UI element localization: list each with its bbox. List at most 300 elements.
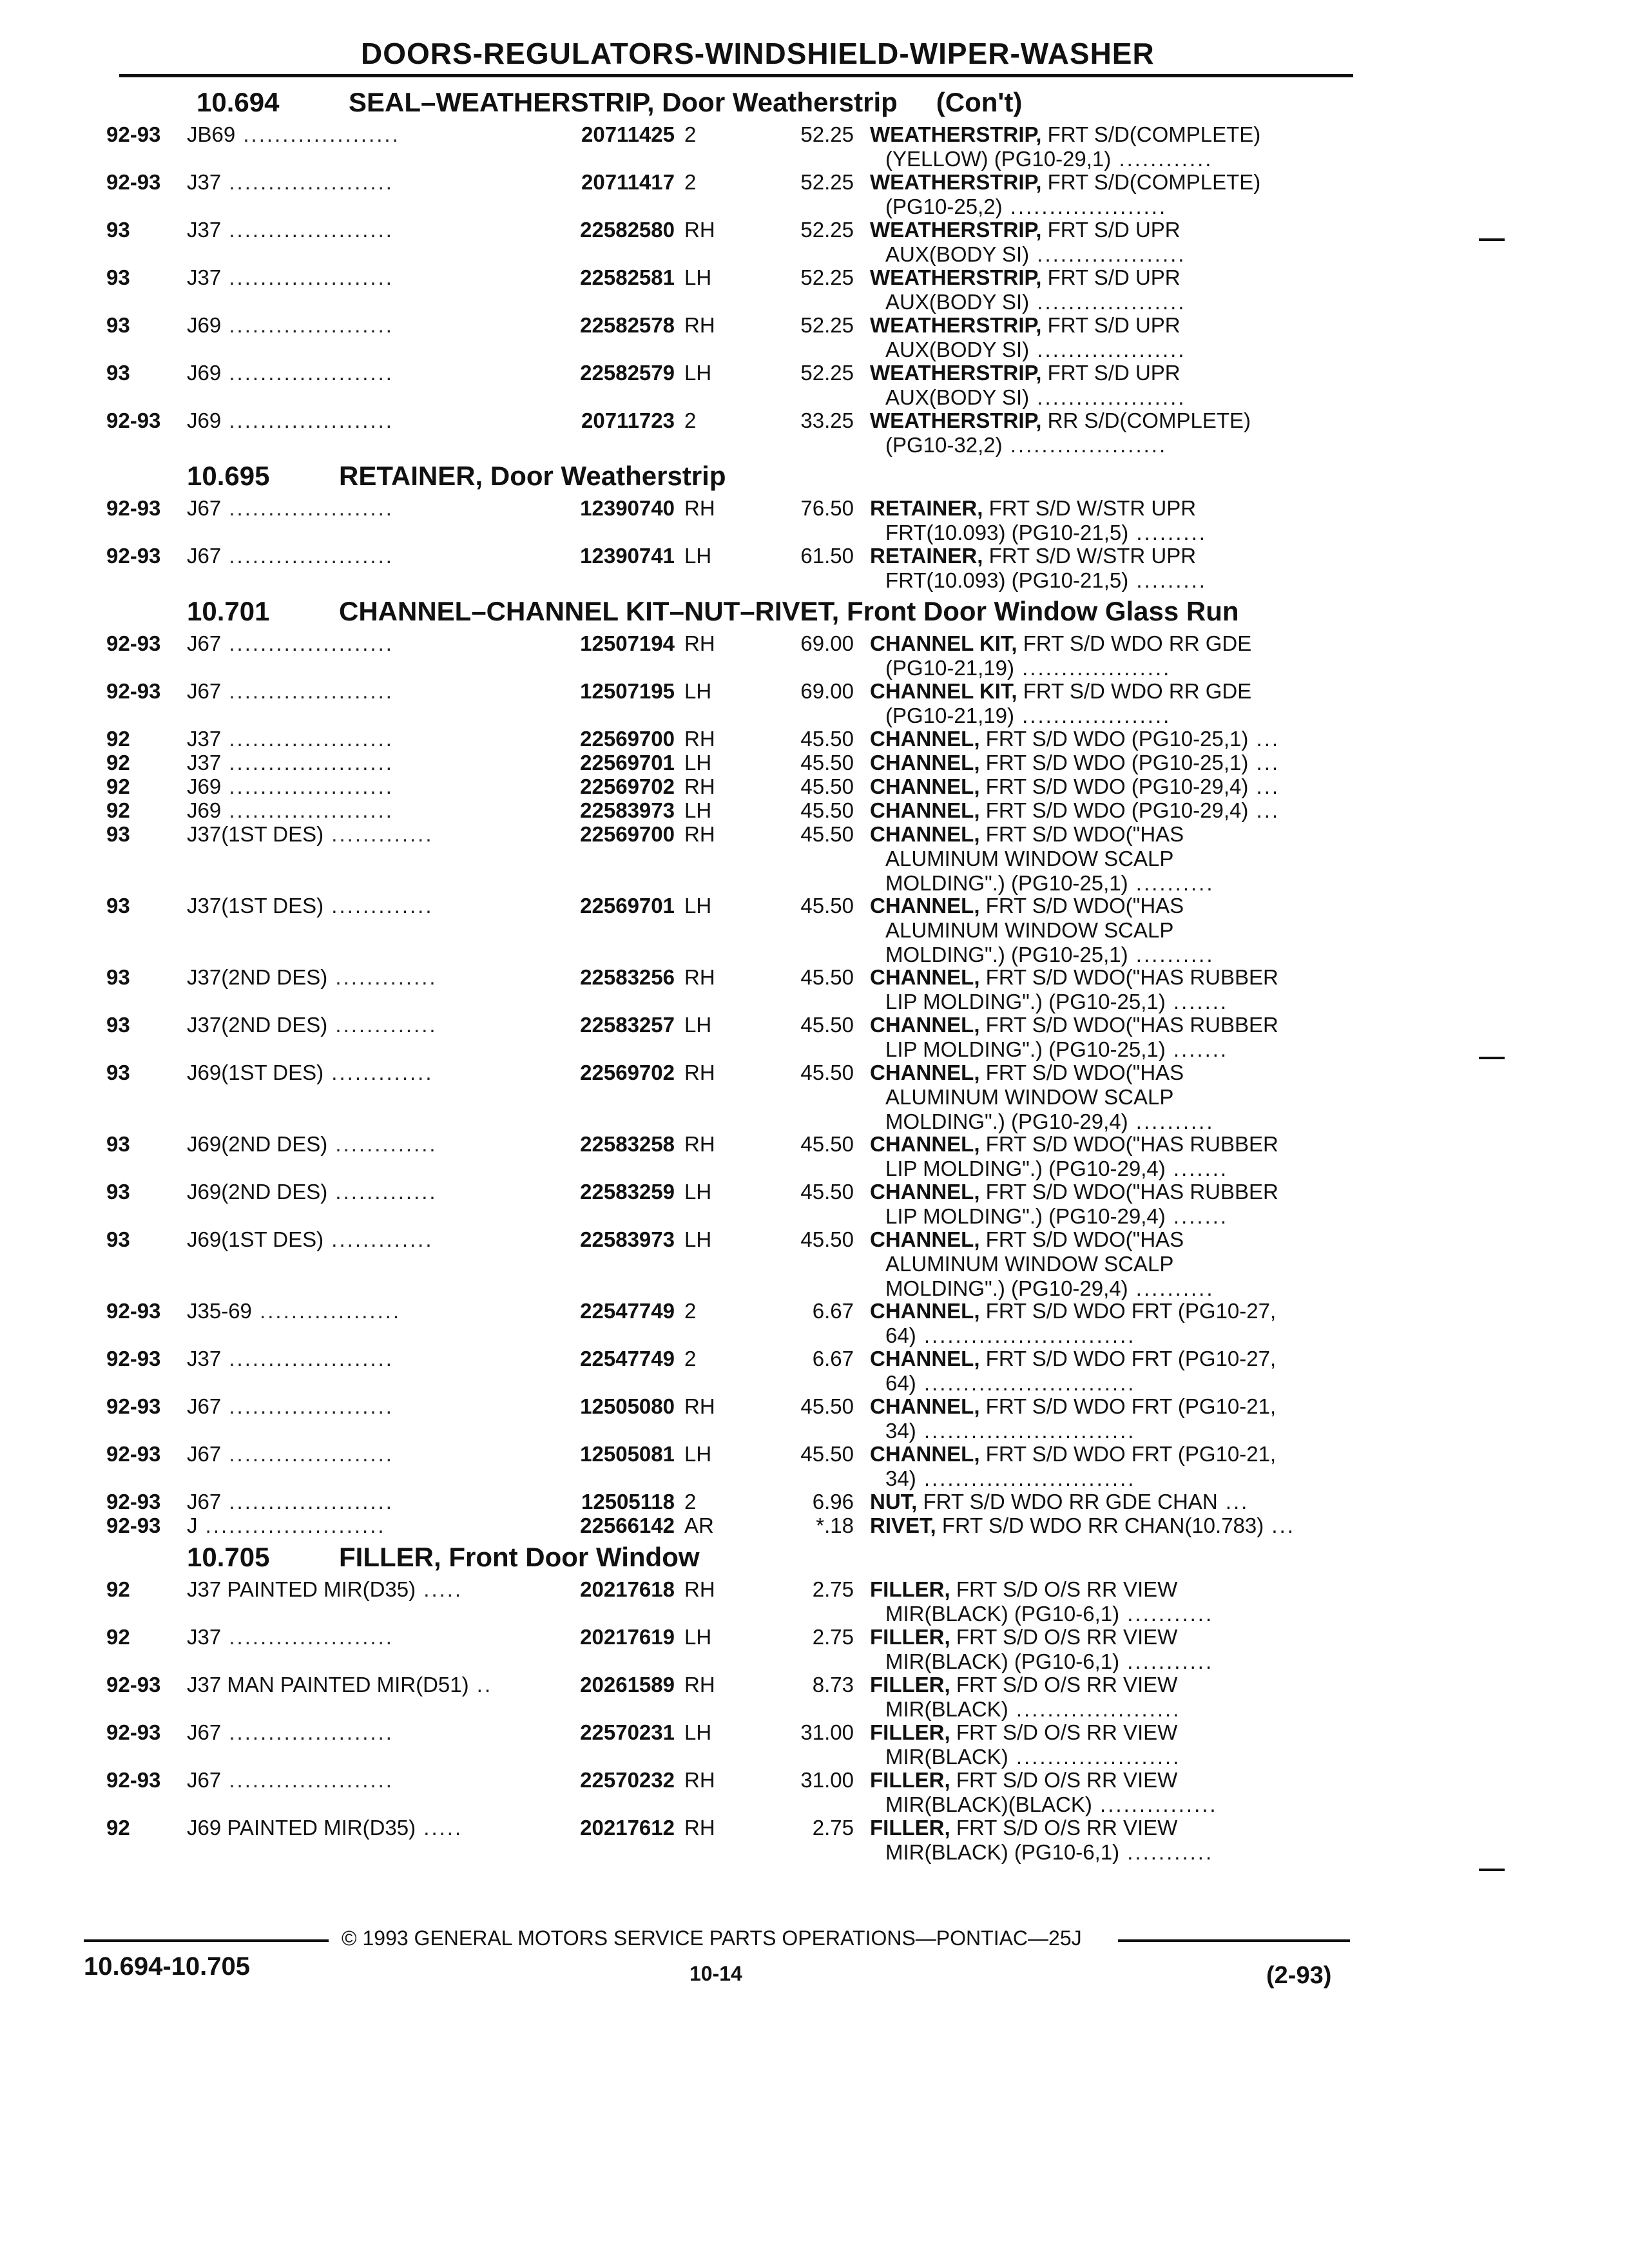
price: 52.25 bbox=[800, 218, 854, 242]
model-year: 93 bbox=[106, 894, 130, 918]
margin-tick bbox=[1479, 238, 1505, 241]
quantity: 2 bbox=[684, 1490, 697, 1514]
model-code-text: J69 bbox=[187, 798, 222, 822]
model-code bbox=[187, 751, 394, 775]
model-year: 93 bbox=[106, 965, 130, 989]
price: 45.50 bbox=[800, 822, 854, 846]
model-year: 92 bbox=[106, 1816, 130, 1840]
quantity: RH bbox=[684, 1132, 715, 1156]
description bbox=[870, 1061, 1215, 1134]
price: 45.50 bbox=[800, 1013, 854, 1037]
description-text: FRT S/D(COMPLETE) bbox=[1041, 122, 1261, 146]
dot-leader: ........................... bbox=[916, 1323, 1136, 1347]
description-noun: FILLER, bbox=[870, 1577, 950, 1601]
model-code-text: J67 bbox=[187, 544, 222, 568]
description-text: FRT S/D WDO("HAS bbox=[979, 894, 1184, 918]
dot-leader: ................... bbox=[1014, 704, 1171, 727]
description-text: FRT S/D WDO (PG10-29,4) bbox=[979, 774, 1249, 798]
model-year: 93 bbox=[106, 1013, 130, 1037]
dot-leader: ........................... bbox=[916, 1371, 1136, 1395]
description-noun: CHANNEL, bbox=[870, 774, 980, 798]
part-number: 12505081 bbox=[580, 1442, 675, 1466]
description bbox=[870, 265, 1186, 314]
description-noun: CHANNEL, bbox=[870, 1299, 980, 1323]
dot-leader: .......... bbox=[1128, 943, 1215, 966]
dot-leader: ....... bbox=[1165, 990, 1229, 1014]
model-code-text: J37 bbox=[187, 1625, 222, 1649]
model-year: 92-93 bbox=[106, 170, 161, 194]
description-noun: CHANNEL, bbox=[870, 751, 980, 774]
dot-leader: ..................... bbox=[221, 1625, 394, 1649]
description-continuation: FRT(10.093) (PG10-21,5) bbox=[885, 521, 1129, 544]
model-code bbox=[187, 1768, 394, 1792]
description bbox=[870, 1673, 1181, 1722]
section-title: CHANNEL–CHANNEL KIT–NUT–RIVET, Front Door Window Glass Run bbox=[339, 596, 1239, 626]
price: 31.00 bbox=[800, 1768, 854, 1792]
description-continuation: LIP MOLDING".) (PG10-25,1) bbox=[885, 1037, 1166, 1061]
description bbox=[870, 170, 1260, 219]
description bbox=[870, 774, 1280, 799]
dot-leader: ... bbox=[1248, 727, 1280, 751]
price: 69.00 bbox=[800, 631, 854, 655]
model-code bbox=[187, 1227, 434, 1252]
description-continuation: MOLDING".) (PG10-25,1) bbox=[885, 943, 1128, 966]
section-number: 10.695 bbox=[187, 461, 270, 491]
description-noun: CHANNEL, bbox=[870, 1180, 980, 1204]
dot-leader: ..................... bbox=[221, 679, 394, 703]
model-code bbox=[187, 170, 394, 195]
model-year: 92 bbox=[106, 727, 130, 751]
quantity: RH bbox=[684, 218, 715, 242]
description-noun: CHANNEL, bbox=[870, 1132, 980, 1156]
dot-leader: ........... bbox=[1119, 1649, 1214, 1673]
description-continuation: 64) bbox=[885, 1371, 916, 1395]
dot-leader: .................... bbox=[1002, 433, 1168, 457]
quantity: RH bbox=[684, 727, 715, 751]
model-code-text: J69 PAINTED MIR(D35) bbox=[187, 1816, 416, 1840]
description-continuation: ALUMINUM WINDOW SCALP bbox=[885, 847, 1174, 870]
dot-leader: ............. bbox=[327, 1180, 438, 1204]
dot-leader: ............ bbox=[1111, 147, 1213, 171]
description-continuation: MIR(BLACK) (PG10-6,1) bbox=[885, 1602, 1120, 1626]
model-code bbox=[187, 1625, 394, 1649]
quantity: RH bbox=[684, 965, 715, 989]
description-noun: WEATHERSTRIP, bbox=[870, 361, 1042, 385]
quantity: RH bbox=[684, 496, 715, 520]
part-number: 22547749 bbox=[580, 1299, 675, 1323]
description-text: FRT S/D WDO("HAS bbox=[979, 822, 1184, 846]
model-code-text: J bbox=[187, 1514, 198, 1537]
model-code-text: J37 bbox=[187, 170, 222, 194]
model-year: 92 bbox=[106, 1625, 130, 1649]
model-year: 92-93 bbox=[106, 496, 161, 520]
quantity: LH bbox=[684, 751, 712, 774]
price: 45.50 bbox=[800, 894, 854, 918]
description bbox=[870, 1347, 1276, 1396]
part-number: 22569701 bbox=[580, 751, 675, 774]
dot-leader: ..................... bbox=[221, 631, 394, 655]
part-number: 22569701 bbox=[580, 894, 675, 918]
model-code-text: J37 MAN PAINTED MIR(D51) bbox=[187, 1673, 469, 1696]
model-year: 93 bbox=[106, 822, 130, 846]
description bbox=[870, 408, 1251, 457]
dot-leader: ....................... bbox=[197, 1514, 386, 1537]
description-continuation: (PG10-25,2) bbox=[885, 195, 1003, 218]
description-text: FRT S/D WDO FRT (PG10-21, bbox=[979, 1442, 1277, 1466]
description-noun: RETAINER, bbox=[870, 544, 983, 568]
description-text: FRT S/D WDO("HAS RUBBER bbox=[979, 1013, 1278, 1037]
section-number: 10.701 bbox=[187, 596, 270, 626]
dot-leader: ... bbox=[1248, 798, 1280, 822]
model-year: 92-93 bbox=[106, 1768, 161, 1792]
model-year: 92-93 bbox=[106, 544, 161, 568]
dot-leader: ..... bbox=[416, 1577, 463, 1601]
part-number: 20217619 bbox=[580, 1625, 675, 1649]
description-text: FRT S/D WDO FRT (PG10-21, bbox=[979, 1394, 1277, 1418]
dot-leader: ....... bbox=[1165, 1204, 1229, 1228]
part-number: 20261589 bbox=[580, 1673, 675, 1696]
description-text: FRT S/D O/S RR VIEW bbox=[950, 1720, 1178, 1744]
model-year: 93 bbox=[106, 313, 130, 337]
model-code bbox=[187, 1442, 394, 1466]
dot-leader: .................. bbox=[251, 1299, 401, 1323]
description-text: FRT S/D WDO("HAS RUBBER bbox=[979, 965, 1278, 989]
model-year: 92-93 bbox=[106, 1442, 161, 1466]
model-code bbox=[187, 798, 394, 823]
model-year: 92-93 bbox=[106, 1514, 161, 1537]
dot-leader: ..................... bbox=[221, 798, 394, 822]
quantity: RH bbox=[684, 822, 715, 846]
model-code bbox=[187, 122, 400, 147]
dot-leader: ............. bbox=[323, 1061, 434, 1084]
model-code-text: J67 bbox=[187, 679, 222, 703]
model-code-text: J69(2ND DES) bbox=[187, 1132, 328, 1156]
model-code bbox=[187, 679, 394, 704]
description-noun: CHANNEL, bbox=[870, 965, 980, 989]
description bbox=[870, 727, 1280, 751]
dot-leader: ................... bbox=[1029, 338, 1186, 361]
model-code bbox=[187, 1132, 438, 1157]
quantity: LH bbox=[684, 1442, 712, 1466]
dot-leader: .. bbox=[468, 1673, 493, 1696]
description bbox=[870, 1816, 1213, 1865]
dot-leader: ............. bbox=[323, 1227, 434, 1251]
description bbox=[870, 218, 1186, 267]
model-year: 92-93 bbox=[106, 1490, 161, 1514]
dot-leader: ......... bbox=[1128, 568, 1207, 592]
dot-leader: ..................... bbox=[221, 408, 394, 432]
price: 8.73 bbox=[812, 1673, 854, 1696]
dot-leader: ........... bbox=[1119, 1602, 1214, 1626]
description-text: FRT S/D W/STR UPR bbox=[983, 544, 1197, 568]
model-year: 92-93 bbox=[106, 679, 161, 703]
part-number: 22583973 bbox=[580, 1227, 675, 1251]
description-text: FRT S/D O/S RR VIEW bbox=[950, 1625, 1178, 1649]
part-number: 22582581 bbox=[580, 265, 675, 289]
description-noun: RETAINER, bbox=[870, 496, 983, 520]
model-code bbox=[187, 1061, 434, 1085]
model-code bbox=[187, 1577, 463, 1602]
section-header bbox=[187, 1540, 738, 1575]
model-code-text: J69 bbox=[187, 408, 222, 432]
dot-leader: ........... bbox=[1119, 1840, 1214, 1864]
dot-leader: ..................... bbox=[221, 544, 394, 568]
model-code bbox=[187, 408, 394, 433]
description bbox=[870, 1514, 1295, 1538]
price: 33.25 bbox=[800, 408, 854, 432]
price: 45.50 bbox=[800, 1227, 854, 1251]
quantity: RH bbox=[684, 1816, 715, 1840]
description-noun: WEATHERSTRIP, bbox=[870, 170, 1042, 194]
page-title: DOORS-REGULATORS-WINDSHIELD-WIPER-WASHER bbox=[361, 37, 1155, 70]
part-number: 12505080 bbox=[580, 1394, 675, 1418]
section-suffix: (Con't) bbox=[936, 87, 1023, 117]
dot-leader: ................... bbox=[1029, 385, 1186, 409]
description bbox=[870, 1442, 1276, 1491]
description bbox=[870, 751, 1280, 775]
model-code-text: J69(1ST DES) bbox=[187, 1061, 324, 1084]
model-code-text: JB69 bbox=[187, 122, 236, 146]
description-noun: CHANNEL, bbox=[870, 1394, 980, 1418]
price: 6.67 bbox=[812, 1299, 854, 1323]
description bbox=[870, 1180, 1278, 1229]
dot-leader: ..................... bbox=[221, 1347, 394, 1370]
dot-leader: ......... bbox=[1128, 521, 1207, 544]
dot-leader: ... bbox=[1217, 1490, 1249, 1514]
model-code bbox=[187, 218, 394, 242]
part-number: 20217618 bbox=[580, 1577, 675, 1601]
model-code-text: J37(1ST DES) bbox=[187, 894, 324, 918]
price: 45.50 bbox=[800, 751, 854, 774]
model-code bbox=[187, 1673, 492, 1697]
model-code bbox=[187, 631, 394, 656]
description bbox=[870, 1720, 1181, 1769]
description-continuation: ALUMINUM WINDOW SCALP bbox=[885, 1252, 1174, 1276]
dot-leader: ..................... bbox=[221, 1394, 394, 1418]
dot-leader: ................... bbox=[1029, 242, 1186, 266]
description-continuation: AUX(BODY SI) bbox=[885, 338, 1030, 361]
model-code bbox=[187, 727, 394, 751]
model-code bbox=[187, 1347, 394, 1371]
dot-leader: ..................... bbox=[221, 496, 394, 520]
section-number: 10.694 bbox=[197, 87, 280, 117]
footer-rule bbox=[1118, 1939, 1350, 1942]
description-text: FRT S/D O/S RR VIEW bbox=[950, 1816, 1178, 1840]
description-text: FRT S/D W/STR UPR bbox=[983, 496, 1197, 520]
price: 45.50 bbox=[800, 727, 854, 751]
description bbox=[870, 544, 1207, 593]
model-code-text: J67 bbox=[187, 1768, 222, 1792]
model-code bbox=[187, 1514, 386, 1538]
quantity: RH bbox=[684, 1768, 715, 1792]
description-continuation: LIP MOLDING".) (PG10-29,4) bbox=[885, 1204, 1166, 1228]
part-number: 12390740 bbox=[580, 496, 675, 520]
description-noun: WEATHERSTRIP, bbox=[870, 218, 1042, 242]
description-text: FRT S/D UPR bbox=[1041, 313, 1181, 337]
dot-leader: ..................... bbox=[221, 727, 394, 751]
description-text: FRT S/D(COMPLETE) bbox=[1041, 170, 1261, 194]
model-code bbox=[187, 1299, 401, 1323]
description-noun: CHANNEL, bbox=[870, 798, 980, 822]
description-continuation: MOLDING".) (PG10-25,1) bbox=[885, 871, 1128, 895]
description-text: FRT S/D O/S RR VIEW bbox=[950, 1673, 1178, 1696]
part-number: 22583259 bbox=[580, 1180, 675, 1204]
part-number: 12390741 bbox=[580, 544, 675, 568]
part-number: 22547749 bbox=[580, 1347, 675, 1370]
description-text: FRT S/D UPR bbox=[1041, 361, 1181, 385]
model-code-text: J67 bbox=[187, 631, 222, 655]
model-code bbox=[187, 496, 394, 521]
description-continuation: 34) bbox=[885, 1419, 916, 1443]
dot-leader: ........................... bbox=[916, 1466, 1136, 1490]
model-code bbox=[187, 1180, 438, 1204]
part-number: 22569700 bbox=[580, 727, 675, 751]
quantity: LH bbox=[684, 1180, 712, 1204]
dot-leader: ..................... bbox=[1008, 1697, 1181, 1721]
description-text: FRT S/D WDO("HAS bbox=[979, 1061, 1184, 1084]
part-number: 20217612 bbox=[580, 1816, 675, 1840]
description-noun: WEATHERSTRIP, bbox=[870, 313, 1042, 337]
quantity: LH bbox=[684, 1625, 712, 1649]
description-continuation: 34) bbox=[885, 1466, 916, 1490]
description-noun: FILLER, bbox=[870, 1816, 950, 1840]
dot-leader: .......... bbox=[1128, 871, 1215, 895]
dot-leader: ..................... bbox=[1008, 1745, 1181, 1769]
description-noun: CHANNEL, bbox=[870, 727, 980, 751]
quantity: RH bbox=[684, 1673, 715, 1696]
model-code bbox=[187, 894, 434, 918]
model-code bbox=[187, 1816, 463, 1840]
dot-leader: ..................... bbox=[221, 1720, 394, 1744]
description-noun: CHANNEL, bbox=[870, 822, 980, 846]
description-noun: CHANNEL KIT, bbox=[870, 631, 1017, 655]
quantity: 2 bbox=[684, 170, 697, 194]
description-continuation: MOLDING".) (PG10-29,4) bbox=[885, 1276, 1128, 1300]
description bbox=[870, 679, 1251, 728]
model-year: 92-93 bbox=[106, 1673, 161, 1696]
model-code bbox=[187, 1720, 394, 1745]
model-year: 92-93 bbox=[106, 1347, 161, 1370]
dot-leader: ............. bbox=[327, 1132, 438, 1156]
part-number: 22583257 bbox=[580, 1013, 675, 1037]
description bbox=[870, 1013, 1278, 1062]
description-noun: CHANNEL, bbox=[870, 1013, 980, 1037]
footer-page-number: 10-14 bbox=[689, 1962, 742, 1985]
price: 45.50 bbox=[800, 1132, 854, 1156]
model-code-text: J37 PAINTED MIR(D35) bbox=[187, 1577, 416, 1601]
model-year: 92 bbox=[106, 1577, 130, 1601]
description-continuation: MIR(BLACK) (PG10-6,1) bbox=[885, 1649, 1120, 1673]
description-text: FRT S/D WDO FRT (PG10-27, bbox=[979, 1347, 1277, 1370]
price: 2.75 bbox=[812, 1816, 854, 1840]
model-code-text: J37 bbox=[187, 265, 222, 289]
model-code-text: J37 bbox=[187, 751, 222, 774]
model-year: 92-93 bbox=[106, 1720, 161, 1744]
margin-tick bbox=[1479, 1869, 1505, 1871]
description-text: FRT S/D WDO("HAS RUBBER bbox=[979, 1180, 1278, 1204]
description-continuation: MIR(BLACK) (PG10-6,1) bbox=[885, 1840, 1120, 1864]
description-noun: NUT, bbox=[870, 1490, 918, 1514]
model-code-text: J37(1ST DES) bbox=[187, 822, 324, 846]
description-noun: FILLER, bbox=[870, 1768, 950, 1792]
part-number: 22566142 bbox=[580, 1514, 675, 1537]
quantity: LH bbox=[684, 544, 712, 568]
model-year: 92-93 bbox=[106, 1299, 161, 1323]
part-number: 20711723 bbox=[581, 408, 675, 432]
quantity: LH bbox=[684, 798, 712, 822]
dot-leader: ............. bbox=[323, 822, 434, 846]
model-year: 92 bbox=[106, 798, 130, 822]
description-noun: CHANNEL, bbox=[870, 1061, 980, 1084]
description bbox=[870, 122, 1260, 171]
margin-tick bbox=[1479, 1057, 1505, 1059]
price: 52.25 bbox=[800, 170, 854, 194]
description-continuation: (PG10-32,2) bbox=[885, 433, 1003, 457]
part-number: 12507194 bbox=[580, 631, 675, 655]
model-year: 92-93 bbox=[106, 408, 161, 432]
description-noun: CHANNEL, bbox=[870, 1227, 980, 1251]
model-year: 93 bbox=[106, 1227, 130, 1251]
dot-leader: ..................... bbox=[221, 1442, 394, 1466]
model-year: 92 bbox=[106, 751, 130, 774]
description-noun: FILLER, bbox=[870, 1720, 950, 1744]
description-text: FRT S/D UPR bbox=[1041, 218, 1181, 242]
description-continuation: AUX(BODY SI) bbox=[885, 242, 1030, 266]
description-continuation: MIR(BLACK) bbox=[885, 1745, 1008, 1769]
dot-leader: ....... bbox=[1165, 1037, 1229, 1061]
model-code-text: J67 bbox=[187, 496, 222, 520]
model-code bbox=[187, 822, 434, 847]
description bbox=[870, 965, 1278, 1014]
model-code bbox=[187, 965, 438, 990]
part-number: 22583256 bbox=[580, 965, 675, 989]
dot-leader: ..................... bbox=[221, 313, 394, 337]
description-text: RR S/D(COMPLETE) bbox=[1041, 408, 1251, 432]
description-continuation: (PG10-21,19) bbox=[885, 704, 1014, 727]
price: 45.50 bbox=[800, 965, 854, 989]
dot-leader: ....... bbox=[1165, 1157, 1229, 1180]
quantity: RH bbox=[684, 1394, 715, 1418]
model-year: 93 bbox=[106, 1180, 130, 1204]
model-code bbox=[187, 1013, 438, 1037]
model-code-text: J69 bbox=[187, 313, 222, 337]
part-number: 22582580 bbox=[580, 218, 675, 242]
price: 31.00 bbox=[800, 1720, 854, 1744]
description-text: FRT S/D O/S RR VIEW bbox=[950, 1577, 1178, 1601]
model-code-text: J67 bbox=[187, 1442, 222, 1466]
section-title: RETAINER, Door Weatherstrip bbox=[339, 461, 726, 491]
model-code-text: J67 bbox=[187, 1490, 222, 1514]
description-text: FRT S/D WDO("HAS bbox=[979, 1227, 1184, 1251]
description bbox=[870, 1768, 1218, 1817]
section-title: FILLER, Front Door Window bbox=[339, 1542, 700, 1572]
price: 45.50 bbox=[800, 1061, 854, 1084]
quantity: LH bbox=[684, 894, 712, 918]
quantity: RH bbox=[684, 774, 715, 798]
model-code-text: J37(2ND DES) bbox=[187, 1013, 328, 1037]
dot-leader: ..................... bbox=[221, 751, 394, 774]
quantity: 2 bbox=[684, 1347, 697, 1370]
model-year: 92-93 bbox=[106, 122, 161, 146]
description bbox=[870, 1490, 1249, 1514]
model-year: 93 bbox=[106, 1061, 130, 1084]
footer-rule bbox=[84, 1939, 329, 1942]
model-year: 92 bbox=[106, 774, 130, 798]
part-number: 22569702 bbox=[580, 774, 675, 798]
price: 69.00 bbox=[800, 679, 854, 703]
model-year: 93 bbox=[106, 265, 130, 289]
price: 52.25 bbox=[800, 361, 854, 385]
